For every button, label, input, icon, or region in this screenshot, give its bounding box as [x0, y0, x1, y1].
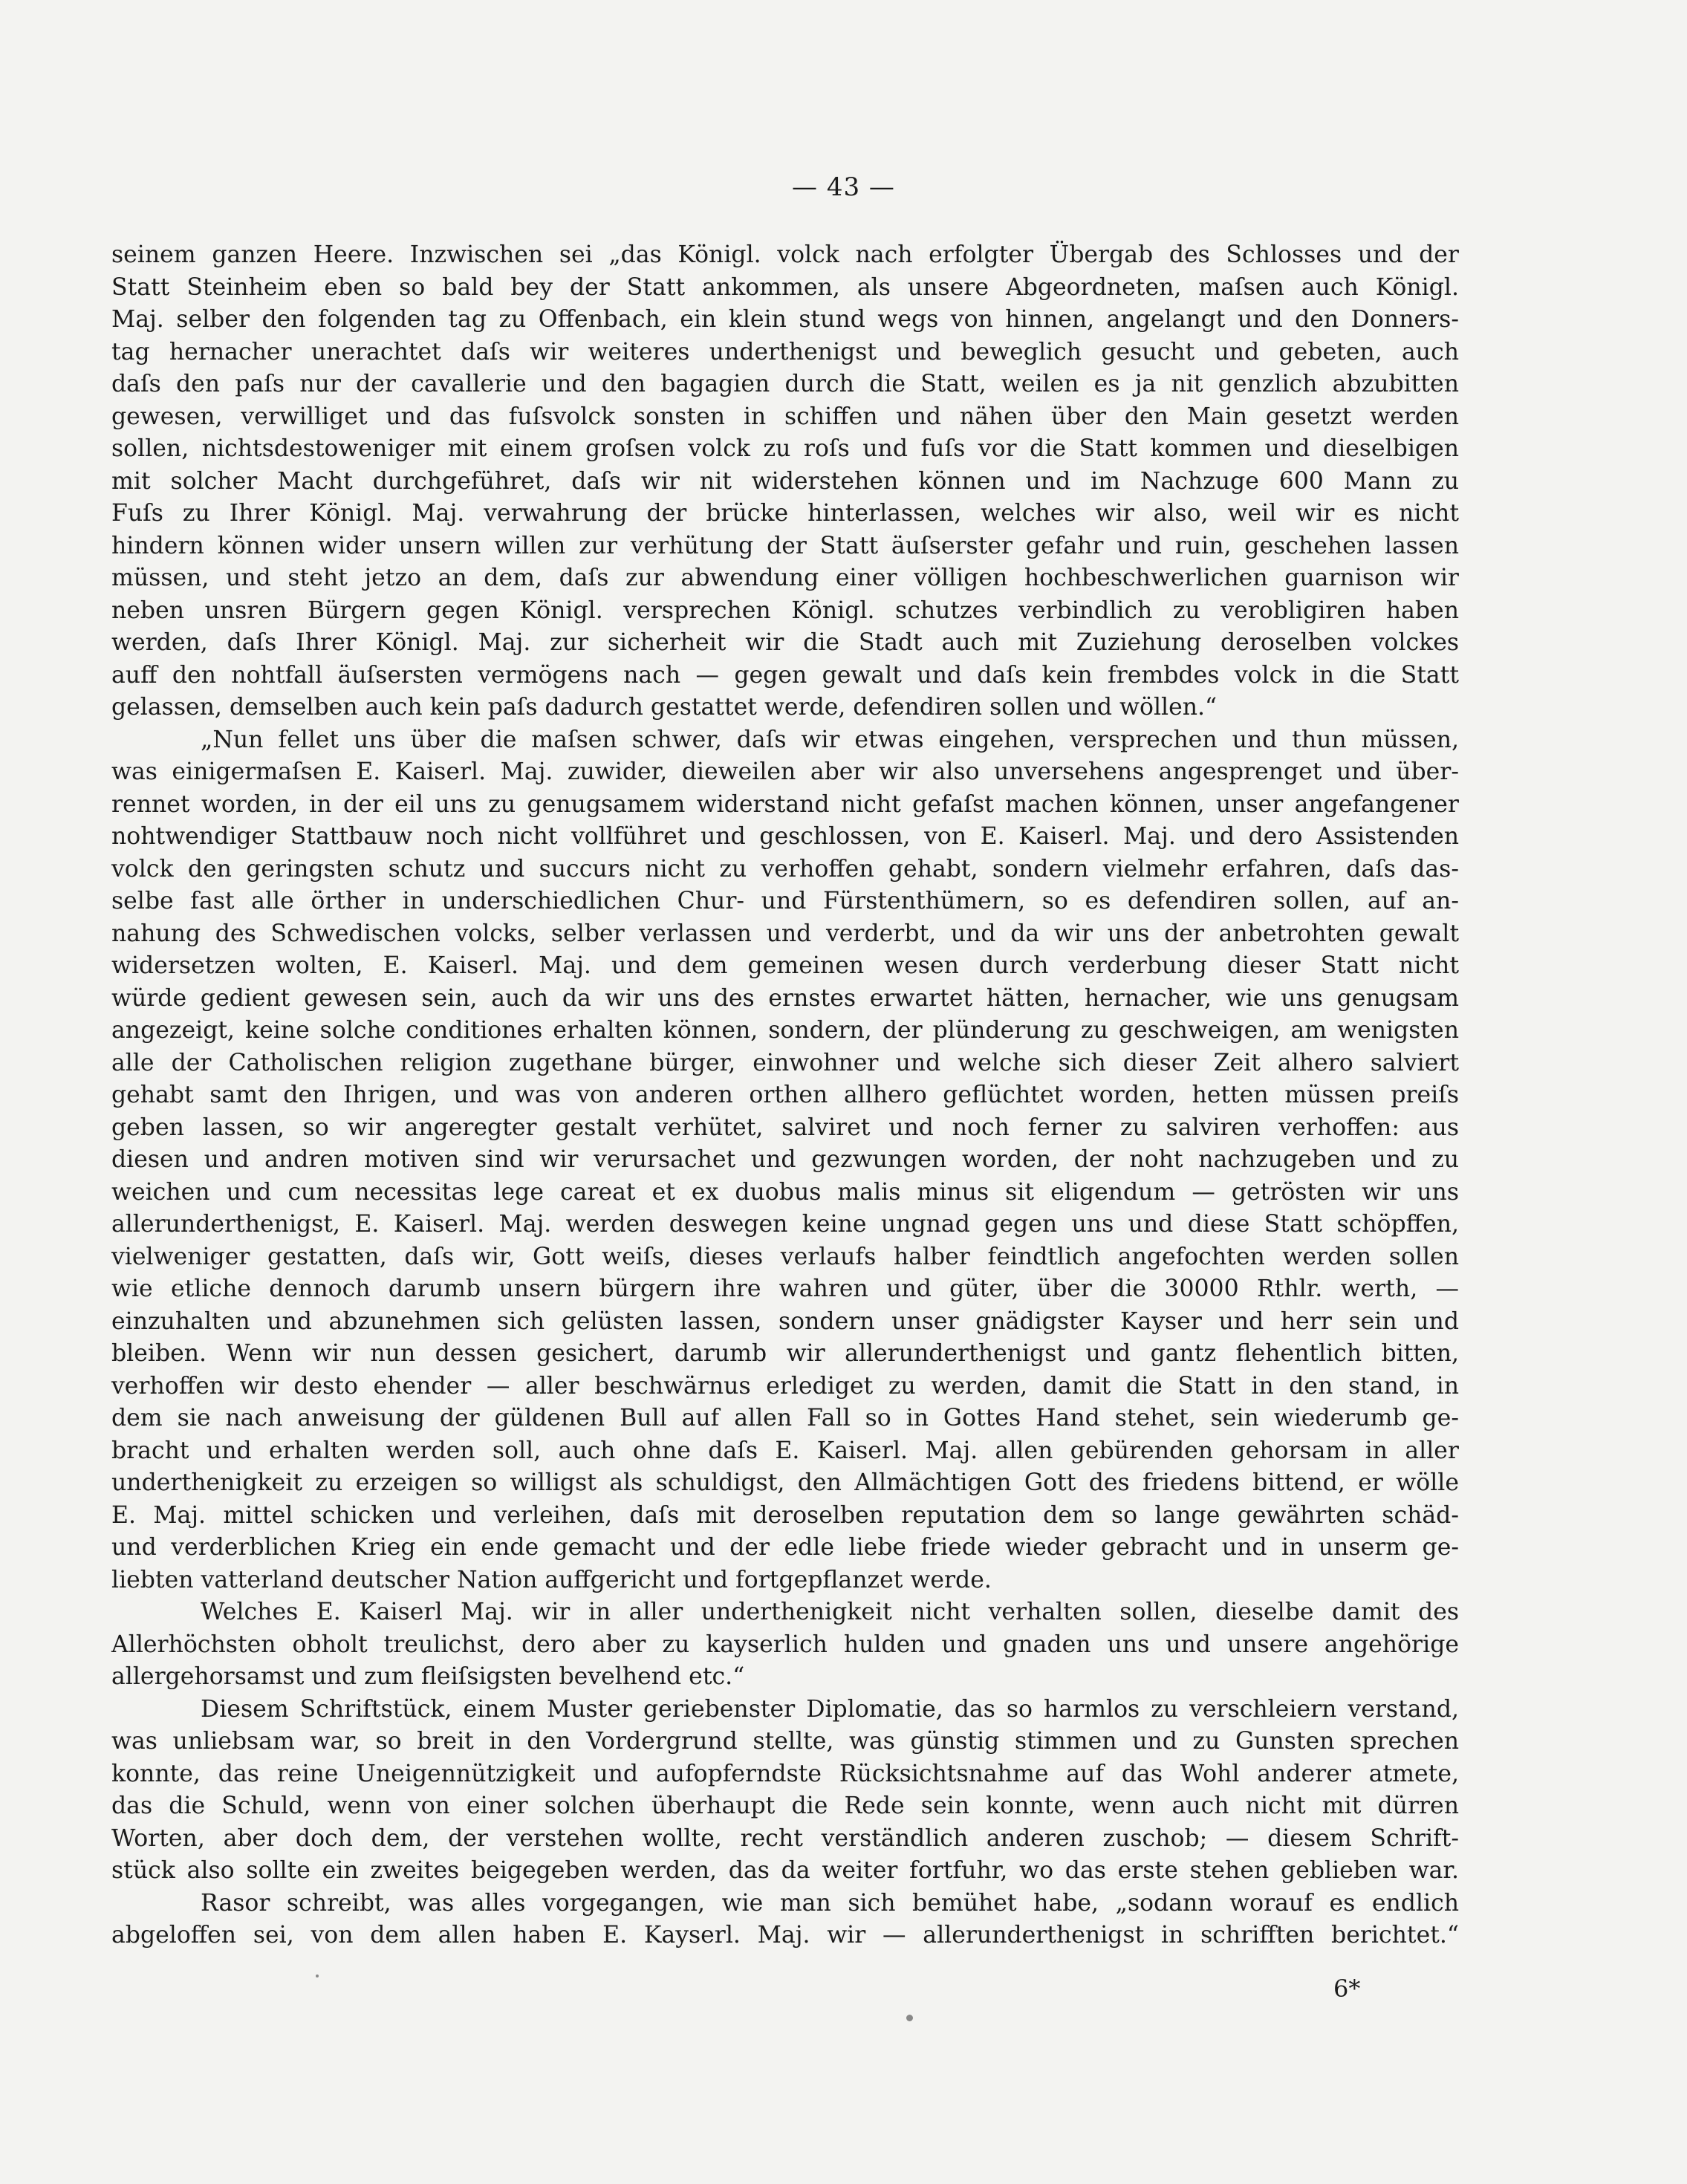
text-line: werden, daſs Ihrer Königl. Maj. zur sicherheit wir die Stadt auch mit Zuziehung deroselben volckes: [111, 629, 1459, 656]
text-line: gewesen, verwilliget und das fuſsvolck sonsten in schiffen und nähen über den Main gesetzt werden: [111, 403, 1459, 430]
text-line: sollen, nichtsdestoweniger mit einem groſsen volck zu roſs und fuſs vor die Statt kommen und dieselbigen: [111, 435, 1459, 462]
text-line: was einigermaſsen E. Kaiserl. Maj. zuwider, dieweilen aber wir also unversehens angesprenget und über-: [111, 758, 1459, 785]
text-line: wie etliche dennoch darumb unsern bürgern ihre wahren und güter, über die 30000 Rthlr. werth, —: [111, 1275, 1459, 1302]
text-line: abgeloffen sei, von dem allen haben E. Kayserl. Maj. wir — allerunderthenigst in schrifften berichtet.“: [111, 1922, 1459, 1949]
text-line: Diesem Schriftstück, einem Muster geriebenster Diplomatie, das so harmlos zu verschleiern verstand,: [201, 1695, 1459, 1723]
text-line: Worten, aber doch dem, der verstehen wollte, recht verständlich anderen zuschob; — diesem Schrift-: [111, 1824, 1459, 1852]
text-line: stück also sollte ein zweites beigegeben werden, das da weiter fortfuhr, wo das erste stehen geblieben war.: [111, 1857, 1459, 1884]
text-line: bleiben. Wenn wir nun dessen gesichert, darumb wir allerunderthenigst und gantz flehentlich bitten,: [111, 1340, 1459, 1367]
text-line: diesen und andren motiven sind wir verursachet und gezwungen worden, der noht nachzugeben und zu: [111, 1146, 1459, 1173]
page-number: — 43 —: [792, 172, 895, 202]
text-line: müssen, und steht jetzo an dem, daſs zur abwendung einer völligen hochbeschwerlichen guarnison wir: [111, 565, 1459, 591]
text-line: Fuſs zu Ihrer Königl. Maj. verwahrung der brücke hinterlassen, welches wir also, weil wir es nicht: [111, 500, 1459, 527]
text-line: gelassen, demselben auch kein paſs dadurch gestattet werde, defendiren sollen und wöllen.“: [111, 694, 1218, 721]
text-line: geben lassen, so wir angeregter gestalt verhütet, salviret und noch ferner zu salviren verhoffen: aus: [111, 1114, 1459, 1141]
text-line: selbe fast alle örther in underschiedlichen Chur- und Fürstenthümern, so es defendiren sollen, auf an-: [111, 888, 1459, 914]
text-line: vielweniger gestatten, daſs wir, Gott weiſs, dieses verlaufs halber feindtlich angefochten werden sollen: [111, 1243, 1459, 1270]
text-line: verhoffen wir desto ehender — aller beschwärnus erlediget zu werden, damit die Statt in den stand, in: [111, 1372, 1459, 1400]
text-line: allergehorsamst und zum fleiſsigsten bevelhend etc.“: [111, 1663, 745, 1690]
text-line: und verderblichen Krieg ein ende gemacht und der edle liebe friede wieder gebracht und in unserm ge-: [111, 1534, 1459, 1561]
text-line: alle der Catholischen religion zugethane bürger, einwohner und welche sich dieser Zeit alhero salviert: [111, 1049, 1459, 1076]
text-line: dem sie nach anweisung der güldenen Bull auf allen Fall so in Gottes Hand stehet, sein wiederumb ge-: [111, 1405, 1459, 1431]
text-line: „Nun fellet uns über die maſsen schwer, daſs wir etwas eingehen, versprechen und thun müssen,: [201, 726, 1459, 753]
text-line: Statt Steinheim eben so bald bey der Statt ankommen, als unsere Abgeordneten, maſsen auch Königl.: [111, 273, 1459, 301]
text-line: volck den geringsten schutz und succurs nicht zu verhoffen gehabt, sondern vielmehr erfahren, daſs das-: [111, 855, 1459, 883]
text-line: Welches E. Kaiserl Maj. wir in aller underthenigkeit nicht verhalten sollen, dieselbe damit des: [201, 1599, 1459, 1625]
text-line: daſs den paſs nur der cavallerie und den bagagien durch die Statt, weilen es ja nit genzlich abzubitten: [111, 371, 1459, 397]
text-line: neben unsren Bürgern gegen Königl. versprechen Königl. schutzes verbindlich zu verobligiren haben: [111, 597, 1459, 624]
text-line: Allerhöchsten obholt treulichst, dero aber zu kayserlich hulden und gnaden uns und unsere angehörige: [111, 1631, 1459, 1658]
text-line: weichen und cum necessitas lege careat et ex duobus malis minus sit eligendum — getrösten wir uns: [111, 1178, 1459, 1206]
text-line: das die Schuld, wenn von einer solchen überhaupt die Rede sein konnte, wenn auch nicht mit dürren: [111, 1793, 1459, 1819]
text-line: hindern können wider unsern willen zur verhütung der Statt äuſserster gefahr und ruin, geschehen lassen: [111, 532, 1459, 559]
text-line: nahung des Schwedischen volcks, selber verlassen und verderbt, und da wir uns der anbetrohten gewalt: [111, 920, 1459, 947]
text-line: gehabt samt den Ihrigen, und was von anderen orthen allhero geflüchtet worden, hetten müssen preiſs: [111, 1082, 1459, 1108]
text-line: rennet worden, in der eil uns zu genugsamem widerstand nicht gefaſst machen können, unser angefangener: [111, 790, 1459, 818]
text-line: mit solcher Macht durchgeführet, daſs wir nit widerstehen können und im Nachzuge 600 Mann zu: [111, 467, 1459, 495]
text-line: was unliebsam war, so breit in den Vordergrund stellte, was günstig stimmen und zu Gunsten sprechen: [111, 1728, 1459, 1755]
text-line: auff den nohtfall äuſsersten vermögens nach — gegen gewalt und daſs kein frembdes volck in die Statt: [111, 661, 1459, 689]
paper-speck: [906, 2015, 913, 2021]
paper-speck: [316, 1975, 319, 1977]
text-line: Maj. selber den folgenden tag zu Offenbach, ein klein stund wegs von hinnen, angelangt und den Donners-: [111, 306, 1459, 333]
text-line: E. Maj. mittel schicken und verleihen, daſs mit deroselben reputation dem so lange gewährten schäd-: [111, 1501, 1459, 1529]
text-line: underthenigkeit zu erzeigen so willigst als schuldigst, den Allmächtigen Gott des friedens bittend, er wölle: [111, 1469, 1459, 1496]
text-line: Rasor schreibt, was alles vorgegangen, wie man sich bemühet habe, „sodann worauf es endlich: [201, 1889, 1459, 1917]
body-text: [111, 239, 1459, 1952]
text-line: einzuhalten und abzunehmen sich gelüsten lassen, sondern unser gnädigster Kayser und herr sein und: [111, 1307, 1459, 1335]
text-line: tag hernacher unerachtet daſs wir weiteres underthenigst und beweglich gesucht und gebeten, auch: [111, 338, 1459, 365]
text-line: konnte, das reine Uneigennützigkeit und aufopferndste Rücksichtsnahme auf das Wohl anderer atmete,: [111, 1760, 1459, 1787]
signature-mark: 6*: [1333, 1975, 1361, 2003]
text-line: nohtwendiger Stattbauw noch nicht vollführet und geschlossen, von E. Kaiserl. Maj. und dero Assistenden: [111, 823, 1459, 850]
text-line: angezeigt, keine solche conditiones erhalten können, sondern, der plünderung zu geschweigen, am wenigsten: [111, 1017, 1459, 1044]
text-line: würde gedient gewesen sein, auch da wir uns des ernstes erwartet hätten, hernacher, wie uns genugsam: [111, 984, 1459, 1012]
text-line: seinem ganzen Heere. Inzwischen sei „das Königl. volck nach erfolgter Übergab des Schlosses und der: [111, 241, 1459, 268]
text-line: liebten vatterland deutscher Nation auffgericht und fortgepflanzet werde.: [111, 1566, 992, 1593]
text-line: bracht und erhalten werden soll, auch ohne daſs E. Kaiserl. Maj. allen gebürenden gehorsam in aller: [111, 1437, 1459, 1464]
text-line: allerunderthenigst, E. Kaiserl. Maj. werden deswegen keine ungnad gegen uns und diese Statt schöpffen,: [111, 1211, 1459, 1238]
text-line: widersetzen wolten, E. Kaiserl. Maj. und dem gemeinen wesen durch verderbung dieser Statt nicht: [111, 952, 1459, 979]
